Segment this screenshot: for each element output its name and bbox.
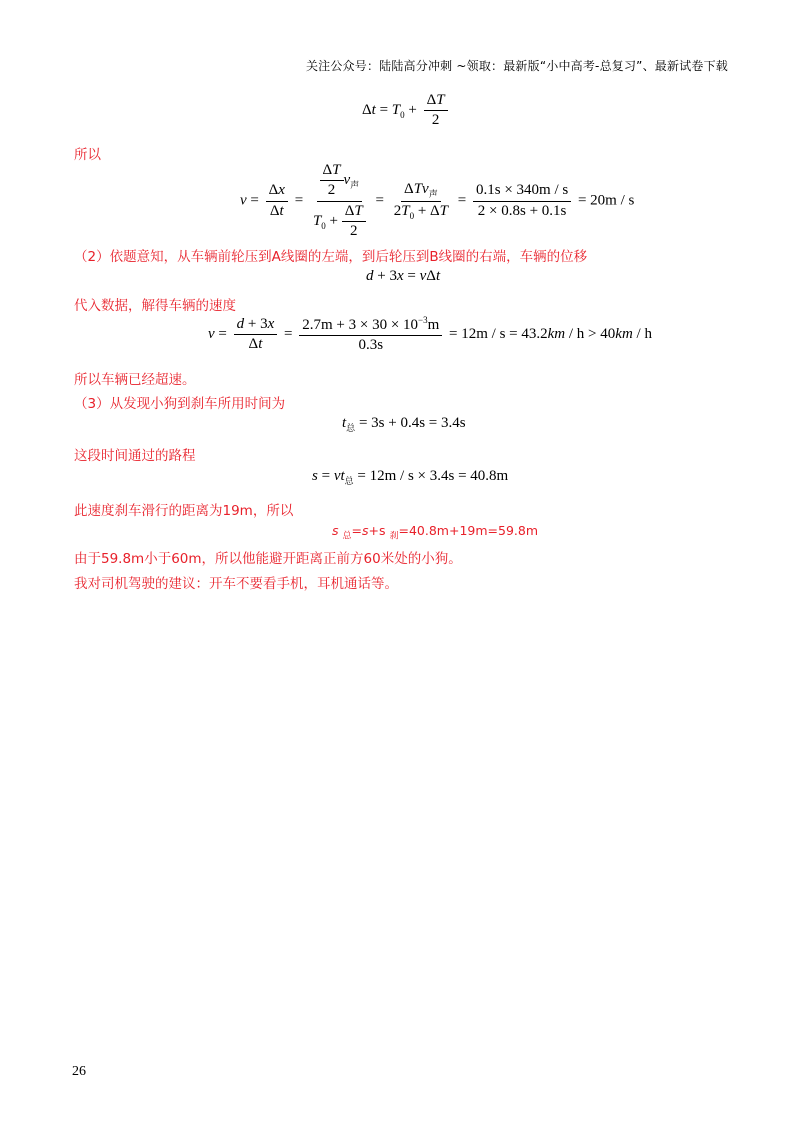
text-advice: 我对司机驾驶的建议：开车不要看手机，耳机通话等。	[74, 576, 398, 592]
text-conclusion: 由于59.8m小于60m，所以他能避开距离正前方60米处的小狗。	[74, 551, 462, 567]
text-overspeed: 所以车辆已经超速。	[74, 372, 196, 388]
text-braking: 此速度刹车滑行的距离为19m，所以	[74, 503, 294, 519]
page-number: 26	[72, 1064, 86, 1079]
text-substitute: 代入数据，解得车辆的速度	[74, 298, 236, 314]
equation-total-distance: s $_总$=s+s $_刹$=40.8m+19m=59.8m	[332, 523, 539, 542]
text-part2-intro: （2）依题意知，从车辆前轮压到A线圈的左端，到后轮压到B线圈的右端，车辆的位移	[74, 249, 588, 265]
equation-displacement: d + 3x = vΔt	[366, 268, 441, 284]
equation-total-time: $t_总 = 3s + 0.4s = 3.4s$	[342, 415, 466, 433]
text-part3-intro: （3）从发现小狗到刹车所用时间为	[74, 396, 286, 412]
equation-speed-1: v = $\frac{\Delta x}{\Delta t}$ = $\frac{\Delta T}{2}$ $v_声$ $T_0$ + $\frac{\Delta T}{2}$ = $\frac{\Delta Tv_声}{2T_0 + \Delta T}$ = $\frac{0.1s \times 340m / s}{2 \times 0.8s + 0.1s}$ = 20m / s	[240, 162, 635, 239]
page-header: 关注公众号：陆陆高分冲刺 ~领取：最新版“小中高考-总复习”、最新试卷下载	[305, 59, 728, 73]
text-so: 所以	[74, 147, 101, 163]
equation-speed-2: v = $\frac{d + 3x}{\Delta t}$ = $\frac{2.7m + 3 \times 30 \times 10^{-3}m}{0.3s}$ = 12m / s = 43.2km / h > 40km / h	[208, 315, 652, 354]
equation-delta-t: $\Delta t = T_0$ + $\frac{\Delta T}{2}$	[362, 92, 451, 130]
equation-distance: $s = vt_总 = 12m / s \times 3.4s = 40.8m$	[312, 468, 509, 486]
text-distance-intro: 这段时间通过的路程	[74, 448, 196, 464]
